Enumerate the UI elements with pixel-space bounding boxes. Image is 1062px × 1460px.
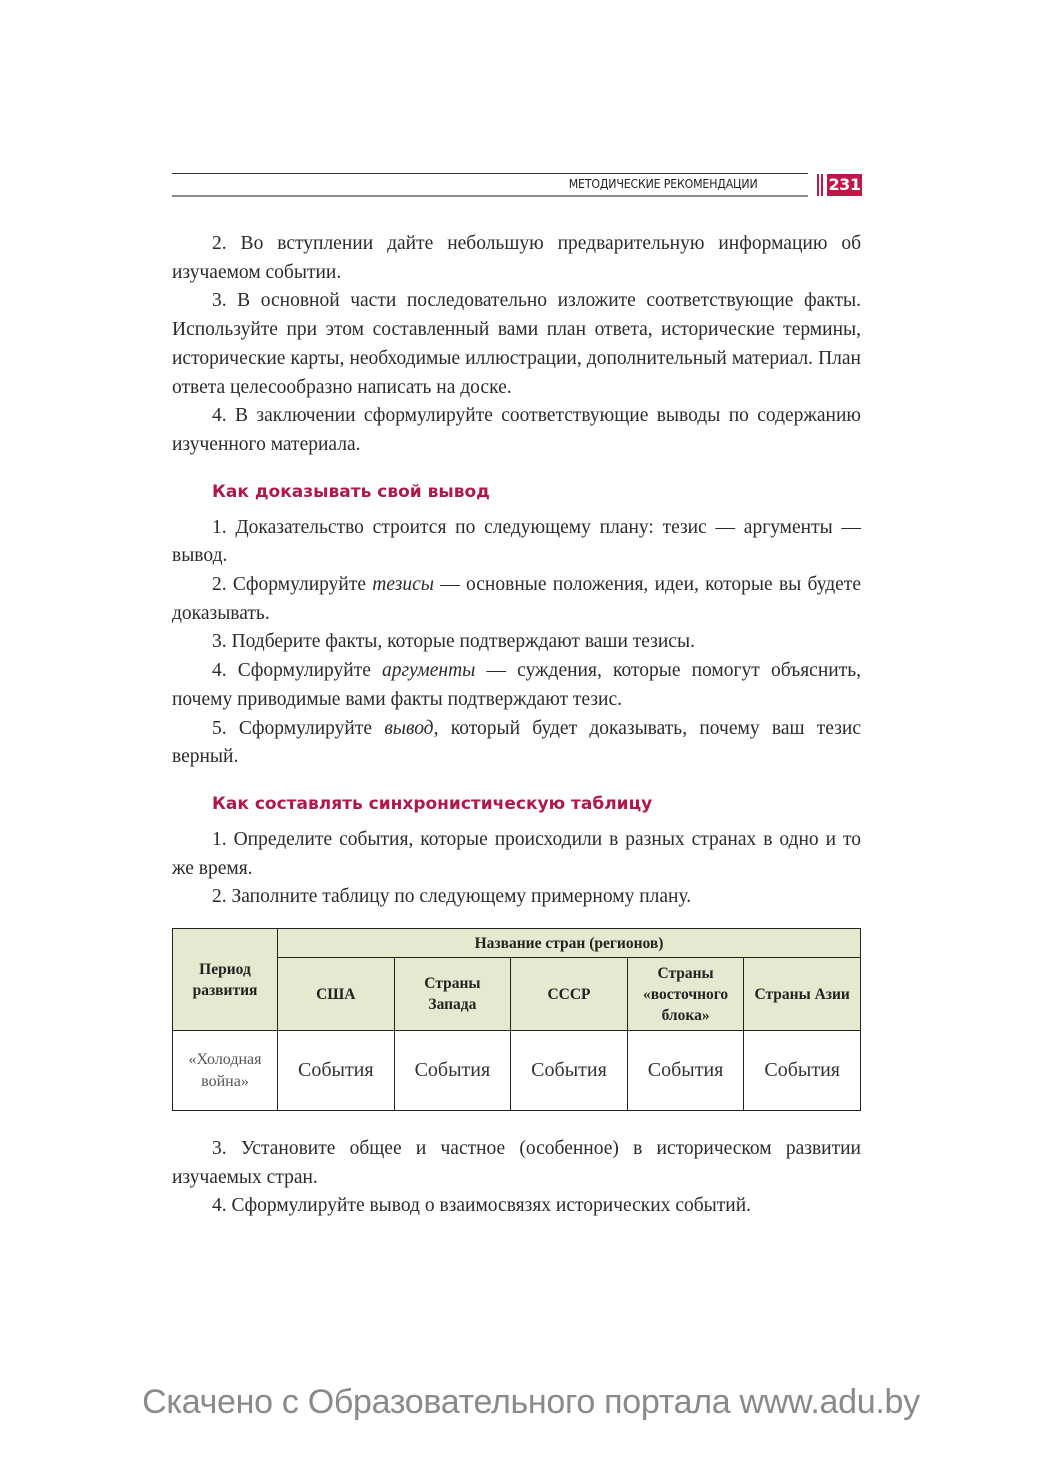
download-watermark: Скачено с Образовательного портала www.adu.by: [142, 1383, 920, 1421]
section-title-proof: Как доказывать свой вывод: [212, 481, 490, 502]
table-item-2: 2. Заполните таблицу по следующему примерному плану.: [212, 886, 692, 908]
table-row: [173, 1031, 861, 1111]
column-header: СССР: [511, 958, 628, 1031]
table-item-4: 4. Сформулируйте вывод о взаимосвязях исторических событий.: [212, 1195, 752, 1217]
proof-item-1: 1. Доказательство строится по следующему плану: тезис — аргументы — вывод.: [172, 516, 861, 567]
text: 4. Сформулируйте: [212, 660, 383, 682]
term-emphasis: аргументы: [382, 660, 476, 682]
header-rule-bottom: [172, 195, 808, 197]
intro-item-4: 4. В заключении сформулируйте соответствующие выводы по содержанию изученного материала.: [172, 405, 861, 455]
running-title: МЕТОДИЧЕСКИЕ РЕКОМЕНДАЦИИ: [569, 176, 758, 191]
proof-item-4: [172, 657, 861, 714]
text: 5. Сформулируйте: [212, 717, 385, 739]
table-cell: События: [394, 1031, 511, 1111]
countries-group-header: Название стран (регионов): [278, 929, 861, 958]
running-header: [172, 172, 862, 198]
table-item-1: 1. Определите события, которые происходили в разных странах в одно и то же время.: [172, 828, 861, 879]
intro-item-2: 2. Во вступлении дайте небольшую предварительную информацию об изучаемом событии.: [172, 233, 861, 283]
column-header: Страны Азии: [744, 958, 861, 1031]
column-header: Страны «восточного блока»: [627, 958, 744, 1031]
page-number: 231: [828, 175, 861, 194]
text: , который будет доказывать, почему ваш тезис верный.: [172, 717, 861, 768]
period-cell: «Холодная война»: [173, 1031, 278, 1111]
page-body: [172, 230, 861, 1221]
table-cell: События: [511, 1031, 628, 1111]
text: — суждения, которые помогут объяснить, почему приводимые вами факты подтверждают тезис.: [172, 660, 861, 710]
proof-item-2: [172, 571, 861, 628]
table-cell: События: [744, 1031, 861, 1111]
table-cell: События: [627, 1031, 744, 1111]
proof-item-5: [172, 715, 861, 772]
period-header: Период развития: [173, 929, 278, 1031]
term-emphasis: вывод: [384, 717, 434, 739]
column-header: США: [278, 958, 395, 1031]
table-cell: События: [278, 1031, 395, 1111]
column-header: Страны Запада: [394, 958, 511, 1031]
text: 2. Сформулируйте: [212, 574, 373, 596]
page-number-bars-decoration: [817, 174, 825, 196]
proof-item-3: 3. Подберите факты, которые подтверждают ваши тезисы.: [212, 631, 695, 653]
section-title-table: Как составлять синхронистическую таблицу: [212, 793, 653, 814]
table-item-3: 3. Установите общее и частное (особенное) в историческом развитии изучаемых стран.: [172, 1138, 861, 1188]
text: — основные положения, идеи, которые вы будете доказывать.: [172, 574, 861, 624]
term-emphasis: тезисы: [372, 574, 434, 596]
intro-item-3: 3. В основной части последовательно изложите соответствующие факты. Используйте при этом составленный вами план ответа, исторические термины, исторические карты, необходимые иллюстрации, дополнительный материал. План ответа целесообразно написать на доске.: [172, 290, 861, 398]
header-rule-top: [172, 173, 808, 174]
synchronistic-table: [172, 928, 861, 1111]
